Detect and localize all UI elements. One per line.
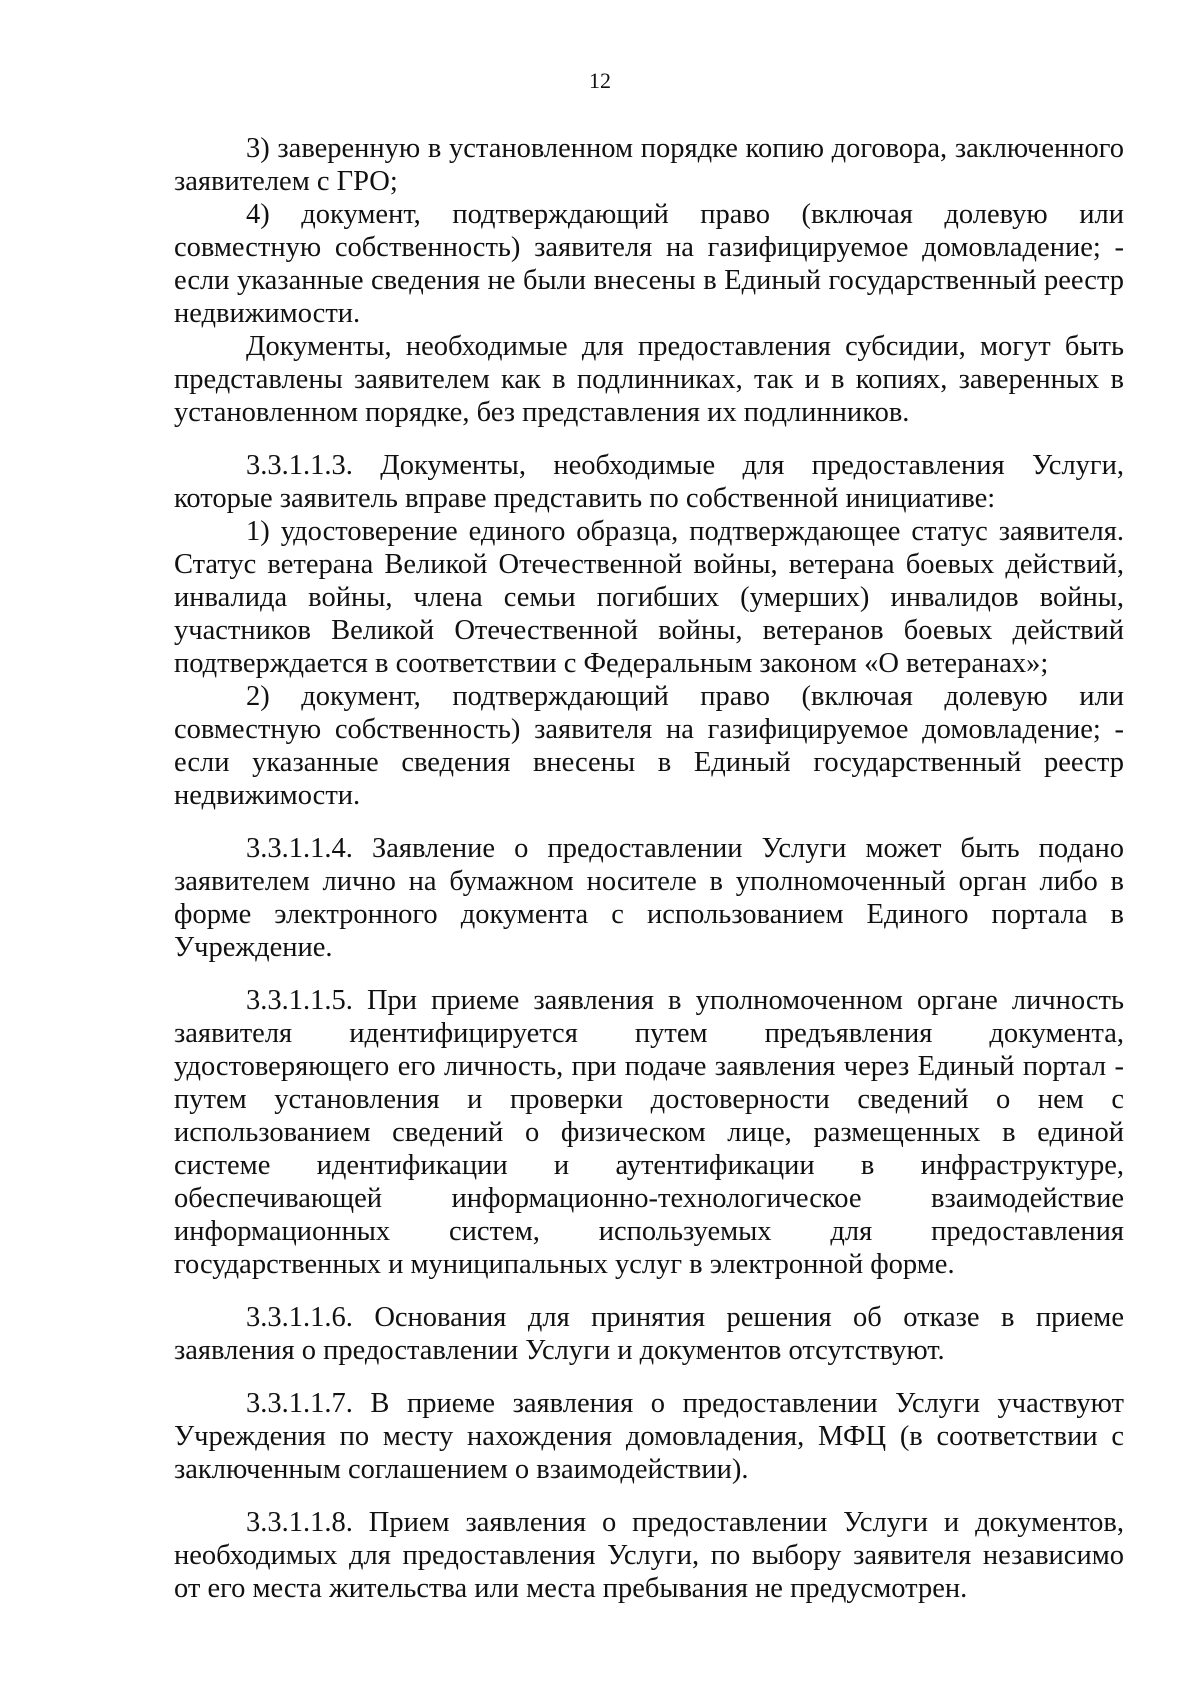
paragraph-item-4: 4) документ, подтверждающий право (включая долевую или совместную собственность) заявителя на газифицируемое домовладение; - если указанные сведения не были внесены в Единый государственный реестр недвижимости. <box>174 199 1124 329</box>
paragraph-3-3-1-1-4: 3.3.1.1.4. Заявление о предоставлении Услуги может быть подано заявителем лично на бумажном носителе в уполномоченный орган либо в форме электронного документа с использованием Единого портала в Учреждение. <box>174 833 1124 963</box>
document-body <box>174 132 1124 1605</box>
paragraph-item-1-certificate: 1) удостоверение единого образца, подтверждающее статус заявителя. Статус ветерана Великой Отечественной войны, ветерана боевых действий, инвалида войны, члена семьи погибших (умерших) инвалидов войны, участников Великой Отечественной войны, ветеранов боевых действий подтверждается в соответствии с Федеральным законом «О ветеранах»; <box>174 516 1124 679</box>
paragraph-3-3-1-1-5: 3.3.1.1.5. При приеме заявления в уполномоченном органе личность заявителя идентифицируется путем предъявления документа, удостоверяющего его личность, при подаче заявления через Единый портал - путем установления и проверки достоверности сведений о нем с использованием сведений о физическом лице, размещенных в единой системе идентификации и аутентификации в инфраструктуре, обеспечивающей информационно-технологическое взаимодействие информационных систем, используемых для предоставления государственных и муниципальных услуг в электронной форме. <box>174 985 1124 1280</box>
paragraph-3-3-1-1-8: 3.3.1.1.8. Прием заявления о предоставлении Услуги и документов, необходимых для предоставления Услуги, по выбору заявителя независимо от его места жительства или места пребывания не предусмотрен. <box>174 1507 1124 1604</box>
paragraph-item-2-ownership: 2) документ, подтверждающий право (включая долевую или совместную собственность) заявителя на газифицируемое домовладение; - если указанные сведения внесены в Единый государственный реестр недвижимости. <box>174 681 1124 811</box>
paragraph-documents-originals: Документы, необходимые для предоставления субсидии, могут быть представлены заявителем как в подлинниках, так и в копиях, заверенных в установленном порядке, без представления их подлинников. <box>174 331 1124 428</box>
paragraph-3-3-1-1-3: 3.3.1.1.3. Документы, необходимые для предоставления Услуги, которые заявитель вправе представить по собственной инициативе: <box>174 450 1124 514</box>
page-number: 12 <box>589 68 611 93</box>
paragraph-item-3: 3) заверенную в установленном порядке копию договора, заключенного заявителем с ГРО; <box>174 133 1124 197</box>
paragraph-3-3-1-1-6: 3.3.1.1.6. Основания для принятия решения об отказе в приеме заявления о предоставлении Услуги и документов отсутствуют. <box>174 1302 1124 1366</box>
paragraph-3-3-1-1-7: 3.3.1.1.7. В приеме заявления о предоставлении Услуги участвуют Учреждения по месту нахождения домовладения, МФЦ (в соответствии с заключенным соглашением о взаимодействии). <box>174 1388 1124 1485</box>
